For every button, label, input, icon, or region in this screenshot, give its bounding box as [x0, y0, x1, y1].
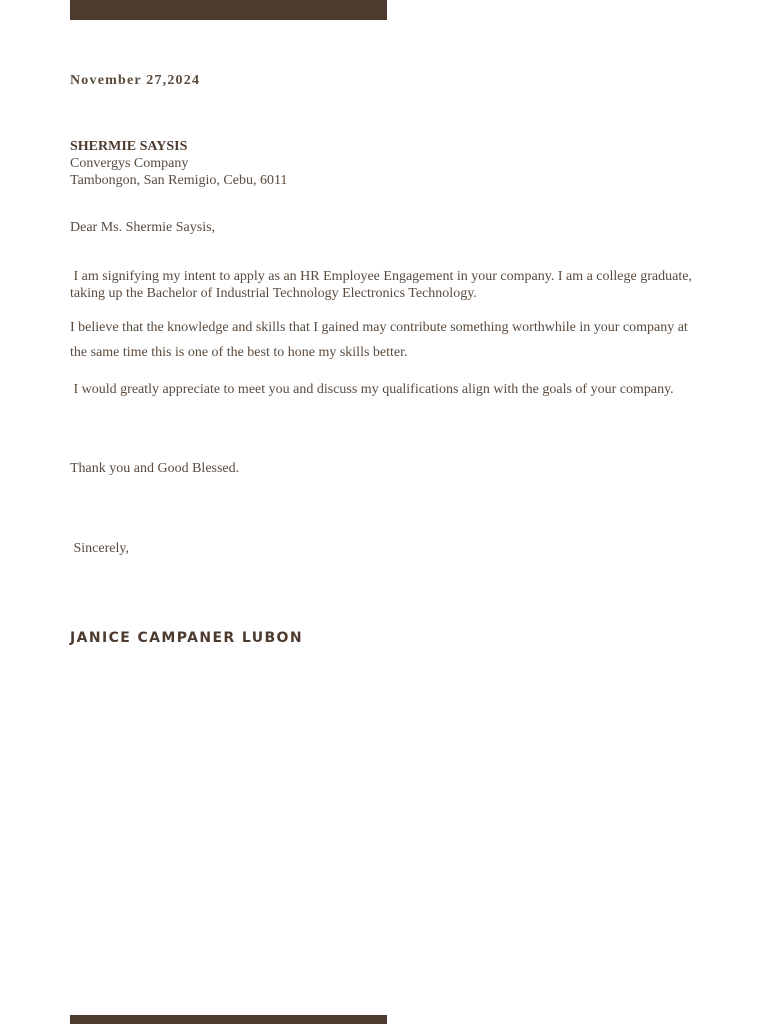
recipient-company: Convergys Company [70, 156, 189, 171]
signature-name: JANICE CAMPANER LUBON [70, 630, 303, 646]
salutation: Dear Ms. Shermie Saysis, [70, 220, 216, 235]
body-paragraph-1: I am signifying my intent to apply as an HR Employee Engagement in your company. I am a college graduate, taking up the Bachelor of Industrial Technology Electronics Technology. [70, 269, 696, 301]
recipient-name: SHERMIE SAYSIS [70, 139, 188, 154]
thanks-line: Thank you and Good Blessed. [70, 461, 240, 476]
body-paragraph-3: I would greatly appreciate to meet you and discuss my qualifications align with the goals of your company. [70, 382, 674, 397]
recipient-block [70, 138, 287, 189]
recipient-address: Tambongon, San Remigio, Cebu, 6011 [70, 173, 288, 188]
body-paragraph-2: I believe that the knowledge and skills that I gained may contribute something worthwhile in your company at the same time this is one of the best to hone my skills better. [70, 320, 688, 360]
letter-date: November 27,2024 [70, 73, 201, 88]
footer-accent-bar [70, 1015, 387, 1024]
closing-line: Sincerely, [70, 541, 129, 556]
header-accent-bar [70, 0, 387, 20]
